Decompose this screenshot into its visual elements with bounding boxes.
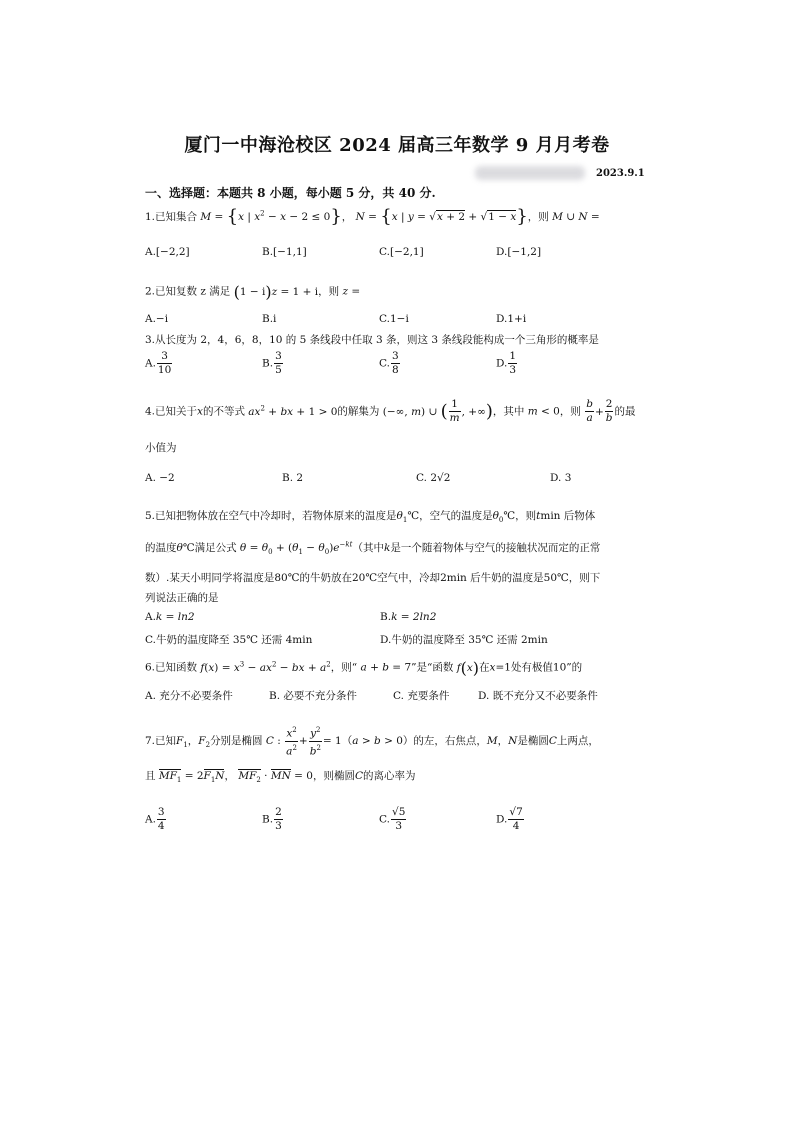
ab-condition: a > b > 0 — [352, 735, 403, 747]
q3-option-a: A. $\frac{3}{10}$ — [145, 350, 172, 376]
question-5-line2: 的温度θ℃满足公式 $\theta = \theta_0 + (\theta_1 - \theta_0)e^{-kt}$（其中k是一个随着物体与空气的接触状况而定的正常 — [145, 540, 601, 557]
q6-option-c: C. 充要条件 — [393, 690, 450, 702]
q6-option-d: D. 既不充分又不必要条件 — [478, 690, 598, 702]
inequality: $ax^2$ + bx + 1 > 0 — [248, 404, 338, 418]
question-7: 7.已知$F_1$，$F_2$分别是椭圆 C : $\frac{x^2}{a^2}$ + $\frac{y^2}{b^2}$ = 1（a > b > 0）的左，右焦点，M，N是椭圆C上两点， — [145, 726, 599, 757]
q1-option-b: B.[−1,1] — [262, 246, 307, 258]
section-heading: 一、选择题：本题共 8 小题，每小题 5 分，共 40 分. — [145, 186, 436, 200]
q4-option-b: B. 2 — [282, 472, 304, 484]
exam-date: 2023.9.1 — [596, 168, 645, 179]
q4-option-a: A. −2 — [145, 472, 175, 484]
foci: $F_1$，$F_2$ — [176, 735, 211, 750]
set-m: M = {x | $x^2 - x - 2 \le 0$} — [200, 206, 342, 227]
q4-option-c: C. 2√2 — [416, 472, 451, 484]
q2-option-c: C.1−i — [379, 313, 409, 325]
redacted-text — [475, 166, 585, 180]
z-variable: z = — [342, 285, 361, 298]
theta: θ℃ — [176, 542, 195, 554]
question-1: 1.已知集合 M = {x | $x^2 - x - 2 \le 0$}， N = {x | y = √x + 2 + √1 − x}，则 M ∪ N = — [145, 206, 600, 227]
theta0: $\theta_0℃$ — [492, 510, 516, 525]
sum-condition: a + b = 7 — [360, 661, 412, 674]
q7-option-b: B. $\frac{2}{3}$ — [262, 806, 282, 832]
question-5-line3: 数）.某天小明同学将温度是80℃的牛奶放在20℃空气中，冷却2min 后牛奶的温度是50℃，则下 — [145, 572, 601, 584]
question-4: 4.已知关于x的不等式 $ax^2$ + bx + 1 > 0的解集为 (−∞, m) ∪ ( $\frac{1}{m}$ , +∞)，其中 m < 0，则 $\frac{b}{a}$ + $\frac{2}{b}$ 的最 — [145, 398, 636, 424]
question-3: 3.从长度为 2，4，6，8，10 的 5 条线段中任取 3 条，则这 3 条线段能构成一个三角形的概率是 — [145, 334, 599, 346]
question-7-line2: 且 $MF_1 = 2F_1N$， $MF_2$ · MN = 0，则椭圆C的离心率为 — [145, 770, 416, 785]
cooling-formula: $\theta = \theta_0 + (\theta_1 - \theta_0)e^{-kt}$ — [239, 540, 353, 557]
exam-title: 厦门一中海沧校区 2024 届高三年数学 9 月月考卷 — [184, 135, 610, 156]
m-condition: m < 0 — [527, 405, 560, 418]
q5-option-d: D.牛奶的温度降至 35℃ 还需 2min — [380, 634, 548, 646]
q6-option-b: B. 必要不充分条件 — [269, 690, 357, 702]
q7-option-d: D. $\frac{√7}{4}$ — [496, 806, 523, 832]
q4-option-d: D. 3 — [550, 472, 572, 484]
vector-condition-2: $MF_2$ · MN = 0 — [238, 770, 313, 785]
ellipse-equation: C : $\frac{x^2}{a^2}$ + $\frac{y^2}{b^2}$ = 1 — [265, 726, 342, 757]
question-5-line4: 列说法正确的是 — [145, 592, 219, 604]
vector-condition-1: $MF_1 = 2F_1N$ — [158, 770, 225, 785]
q2-option-d: D.1+i — [496, 313, 527, 325]
q2-option-a: A.−i — [145, 313, 169, 325]
q7-option-a: A. $\frac{3}{4}$ — [145, 806, 165, 832]
q7-option-c: C. $\frac{√5}{3}$ — [379, 806, 406, 832]
q1-option-d: D.[−1,2] — [496, 246, 542, 258]
function-ref: f(x) — [456, 658, 480, 677]
q6-option-a: A. 充分不必要条件 — [145, 690, 233, 702]
theta1: $\theta_1℃$ — [396, 510, 420, 525]
question-2: 2.已知复数 z 满足 (1 − i)z = 1 + i，则 z = — [145, 282, 361, 301]
q3-option-b: B. $\frac{3}{5}$ — [262, 350, 282, 376]
question-4-continued: 小值为 — [145, 442, 177, 454]
q5-option-a: A.k = ln2 — [145, 611, 195, 623]
set-n: N = {x | y = √x + 2 + √1 − x} — [355, 206, 528, 227]
q5-option-b: B.k = 2ln2 — [380, 611, 437, 623]
target-expression: $\frac{b}{a}$ + $\frac{2}{b}$ — [586, 398, 613, 424]
q1-option-c: C.[−2,1] — [379, 246, 424, 258]
function-f: $f(x) = x^3 - ax^2$ − bx + $a^2$ — [200, 660, 331, 674]
question-5: 5.已知把物体放在空气中冷却时，若物体原来的温度是$\theta_1℃$，空气的温度是$\theta_0℃$，则tmin 后物体 — [145, 510, 596, 525]
q5-option-c: C.牛奶的温度降至 35℃ 还需 4min — [145, 634, 313, 646]
solution-set: (−∞, m) ∪ ( $\frac{1}{m}$ , +∞) — [382, 398, 493, 424]
union-expr: M ∪ N = — [552, 211, 600, 223]
question-6: 6.已知函数 $f(x) = x^3 - ax^2$ − bx + $a^2$，则“ a + b = 7”是“函数 f(x)在x=1处有极值10”的 — [145, 658, 583, 677]
q2-option-b: B.i — [262, 313, 277, 325]
q1-option-a: A.[−2,2] — [145, 246, 190, 258]
q3-option-c: C. $\frac{3}{8}$ — [379, 350, 399, 376]
q3-option-d: D. $\frac{1}{3}$ — [496, 350, 517, 376]
complex-equation: (1 − i)z = 1 + i — [233, 282, 319, 301]
